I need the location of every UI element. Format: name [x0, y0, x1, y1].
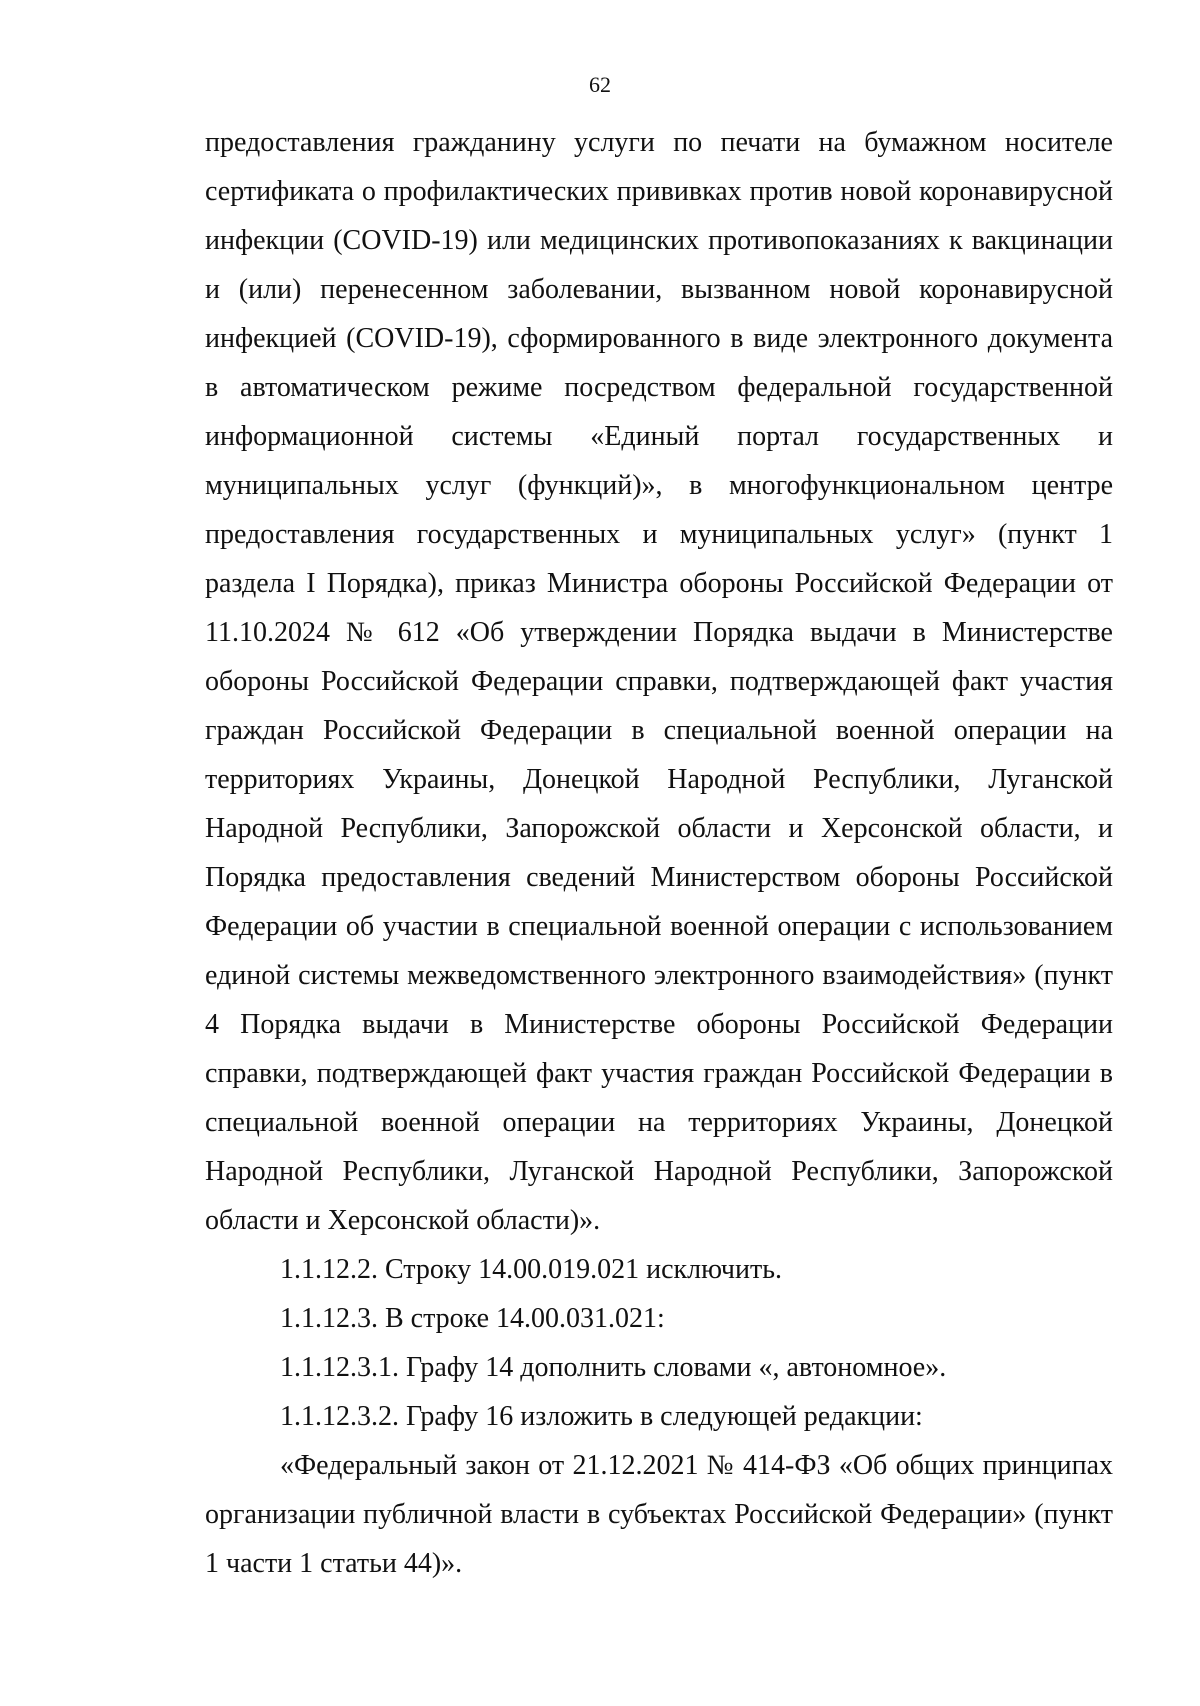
- paragraph-item-1-1-12-3-1: 1.1.12.3.1. Графу 14 дополнить словами «, автономное».: [280, 1352, 947, 1383]
- document-body: [205, 118, 1113, 1588]
- paragraph-federal-law-quote: «Федеральный закон от 21.12.2021 № 414-ФЗ «Об общих принципах организации публичной власти в субъектах Российской Федерации» (пункт 1 части 1 статьи 44)».: [205, 1450, 1113, 1579]
- paragraph-item-1-1-12-3-2: 1.1.12.3.2. Графу 16 изложить в следующей редакции:: [280, 1401, 923, 1432]
- paragraph-continuation: предоставления гражданину услуги по печати на бумажном носителе сертификата о профилактических прививках против новой коронавирусной инфекции (COVID-19) или медицинских противопоказаниях к вакцинации и (или) перенесенном заболевании, вызванном новой коронавирусной инфекцией (COVID-19), сформированного в виде электронного документа в автоматическом режиме посредством федеральной государственной информационной системы «Единый портал государственных и муниципальных услуг (функций)», в многофункциональном центре предоставления государственных и муниципальных услуг» (пункт 1 раздела I Порядка), приказ Министра обороны Российской Федерации от 11.10.2024 № 612 «Об утверждении Порядка выдачи в Министерстве обороны Российской Федерации справки, подтверждающей факт участия граждан Российской Федерации в специальной военной операции на территориях Украины, Донецкой Народной Республики, Луганской Народной Республики, Запорожской области и Херсонской области, и Порядка предоставления сведений Министерством обороны Российской Федерации об участии в специальной военной операции с использованием единой системы межведомственного электронного взаимодействия» (пункт 4 Порядка выдачи в Министерстве обороны Российской Федерации справки, подтверждающей факт участия граждан Российской Федерации в специальной военной операции на территориях Украины, Донецкой Народной Республики, Луганской Народной Республики, Запорожской области и Херсонской области)».: [205, 127, 1113, 1236]
- paragraph-item-1-1-12-3: 1.1.12.3. В строке 14.00.031.021:: [280, 1303, 665, 1334]
- paragraph-item-1-1-12-2: 1.1.12.2. Строку 14.00.019.021 исключить.: [280, 1254, 783, 1285]
- page-number: 62: [589, 72, 611, 97]
